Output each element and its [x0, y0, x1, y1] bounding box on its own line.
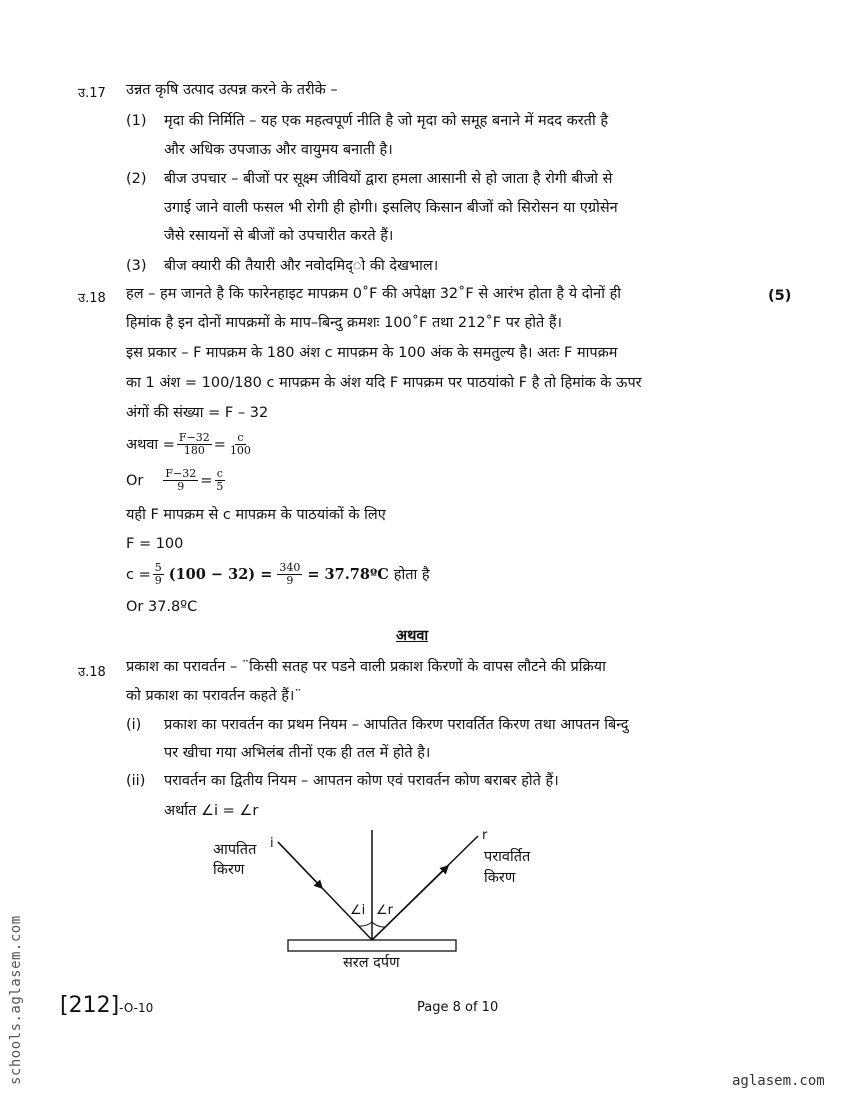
- footer-code-sub: -O-10: [119, 1001, 154, 1015]
- q17-item3-line1: बीज क्यारी की तैयारी और नवोदमिद्ो की देखभाल।: [164, 258, 439, 274]
- q17-item2-line2: उगाई जाने वाली फसल भी रोगी ही होगी। इसलिए किसान बीजों को सिरोसन या एग्रोसेन: [164, 200, 618, 216]
- frac-den: 9: [154, 574, 162, 587]
- page-number: Page 8 of 10: [417, 1000, 499, 1015]
- diagram-i-label: i: [270, 836, 274, 851]
- q18-line8: Or 37.8ºC: [126, 599, 198, 615]
- frac-num: F−32: [165, 467, 197, 480]
- q17-item2-line1: बीज उपचार – बीजों पर सूक्ष्म जीवियों द्वारा हमला आसानी से हो जाता है रोगी बीजो से: [164, 171, 613, 187]
- diagram-reflected-label-2: किरण: [484, 870, 516, 886]
- q18b-line2: को प्रकाश का परावर्तन कहते हैं।¨: [126, 688, 302, 704]
- q18-line6: यही F मापक्रम से c मापक्रम के पाठयांकों के लिए: [126, 507, 386, 523]
- frac-num: c: [216, 467, 223, 480]
- q18b-item2-number: (ii): [126, 773, 146, 789]
- q17-title: उन्नत कृषि उत्पाद उत्पन्न करने के तरीके –: [126, 82, 338, 98]
- q17-item1-line1: मृदा की निर्मिति – यह एक महत्वपूर्ण नीति है जो मृदा को समूह बनाने में मदद करती है: [164, 113, 609, 129]
- q18-number: उ.18: [78, 291, 106, 306]
- q18-line5: अंगों की संख्या = F – 32: [126, 405, 269, 421]
- c-middle: (100 − 32) =: [168, 565, 273, 583]
- q17-item1-line2: और अधिक उपजाऊ और वायुमय बनाती है।: [164, 142, 393, 158]
- q17-item3-number: (3): [126, 258, 147, 274]
- frac-den: 100: [229, 444, 251, 457]
- frac-den: 9: [286, 574, 294, 587]
- frac-num: c: [237, 431, 244, 444]
- q17-item2-number: (2): [126, 171, 147, 187]
- incident-arrow-icon: [278, 842, 322, 888]
- diagram-angle-i: ∠i: [350, 903, 366, 918]
- frac-den: 9: [177, 480, 185, 493]
- c-result: = 37.78ºC: [307, 565, 389, 583]
- diagram-reflected-label-1: परावर्तित: [484, 849, 531, 865]
- frac-num: 340: [279, 561, 301, 574]
- q17-number: उ.17: [78, 86, 106, 101]
- q18-line7: F = 100: [126, 536, 184, 552]
- frac-num: 5: [154, 561, 162, 574]
- q18-line2: हिमांक है इन दोनों मापक्रमों के माप–बिन्दु क्रमशः 100˚F तथा 212˚F पर होते हैं।: [126, 315, 563, 331]
- equals-sign: =: [200, 472, 213, 489]
- q18b-number: उ.18: [78, 665, 106, 680]
- diagram-incident-label-1: आपतित: [213, 842, 257, 858]
- q18-marks: (5): [768, 288, 792, 304]
- frac-den: 180: [183, 444, 205, 457]
- watermark-right: aglasem.com: [732, 1073, 825, 1089]
- frac-den: 5: [216, 480, 224, 493]
- c-prefix: c =: [126, 566, 151, 583]
- equals-sign: =: [213, 436, 226, 453]
- q18-line3: इस प्रकार – F मापक्रम के 180 अंश c मापक्रम के 100 अंक के समतुल्य है। अतः F मापक्रम: [126, 345, 618, 361]
- q18-line1: हल – हम जानते है कि फारेनहाइट मापक्रम 0˚F की अपेक्षा 32˚F से आरंभ होता है ये दोनों ही: [126, 286, 622, 302]
- athva-heading: अथवा: [396, 628, 429, 644]
- watermark-side: schools.aglasem.com: [8, 915, 24, 1085]
- c-suffix: होता है: [393, 566, 430, 583]
- diagram-angle-r: ∠r: [376, 903, 393, 918]
- footer-code-main: [212]: [60, 993, 120, 1018]
- q18b-item2-line1: परावर्तन का द्वितीय नियम – आपतन कोण एवं परावर्तन कोण बराबर होते हैं।: [164, 773, 559, 789]
- angle-r-arc: [372, 922, 385, 927]
- q17-item2-line3: जैसे रसायनों से बीजों को उपचारीत करते हैं।: [164, 228, 394, 244]
- diagram-mirror-label: सरल दर्पण: [343, 955, 400, 971]
- q18-line4: का 1 अंश = 100/180 c मापक्रम के अंश यदि F मापक्रम पर पाठयांको F है तो हिमांक के ऊपर: [126, 375, 642, 391]
- mirror-rect: [288, 940, 456, 951]
- diagram-incident-label-2: किरण: [213, 862, 245, 878]
- diagram-r-label: r: [482, 828, 488, 843]
- q18b-item1-line2: पर खीचा गया अभिलंब तीनों एक ही तल में होते है।: [164, 745, 431, 761]
- q18b-line1: प्रकाश का परावर्तन – ¨किसी सतह पर पडने वाली प्रकाश किरणों के वापस लौटने की प्रक्रिया: [126, 659, 606, 675]
- q18b-arthat: अर्थात ∠i = ∠r: [164, 803, 259, 819]
- athva-label: अथवा =: [126, 436, 175, 453]
- frac-num: F−32: [178, 431, 210, 444]
- q18b-item1-line1: प्रकाश का परावर्तन का प्रथम नियम – आपतित किरण परावर्तित किरण तथा आपतन बिन्दु: [164, 717, 629, 733]
- angle-i-arc: [359, 922, 372, 926]
- q18b-item1-number: (i): [126, 717, 142, 733]
- or-label: Or: [126, 472, 144, 489]
- q17-item1-number: (1): [126, 113, 147, 129]
- footer-code: [60, 993, 153, 1018]
